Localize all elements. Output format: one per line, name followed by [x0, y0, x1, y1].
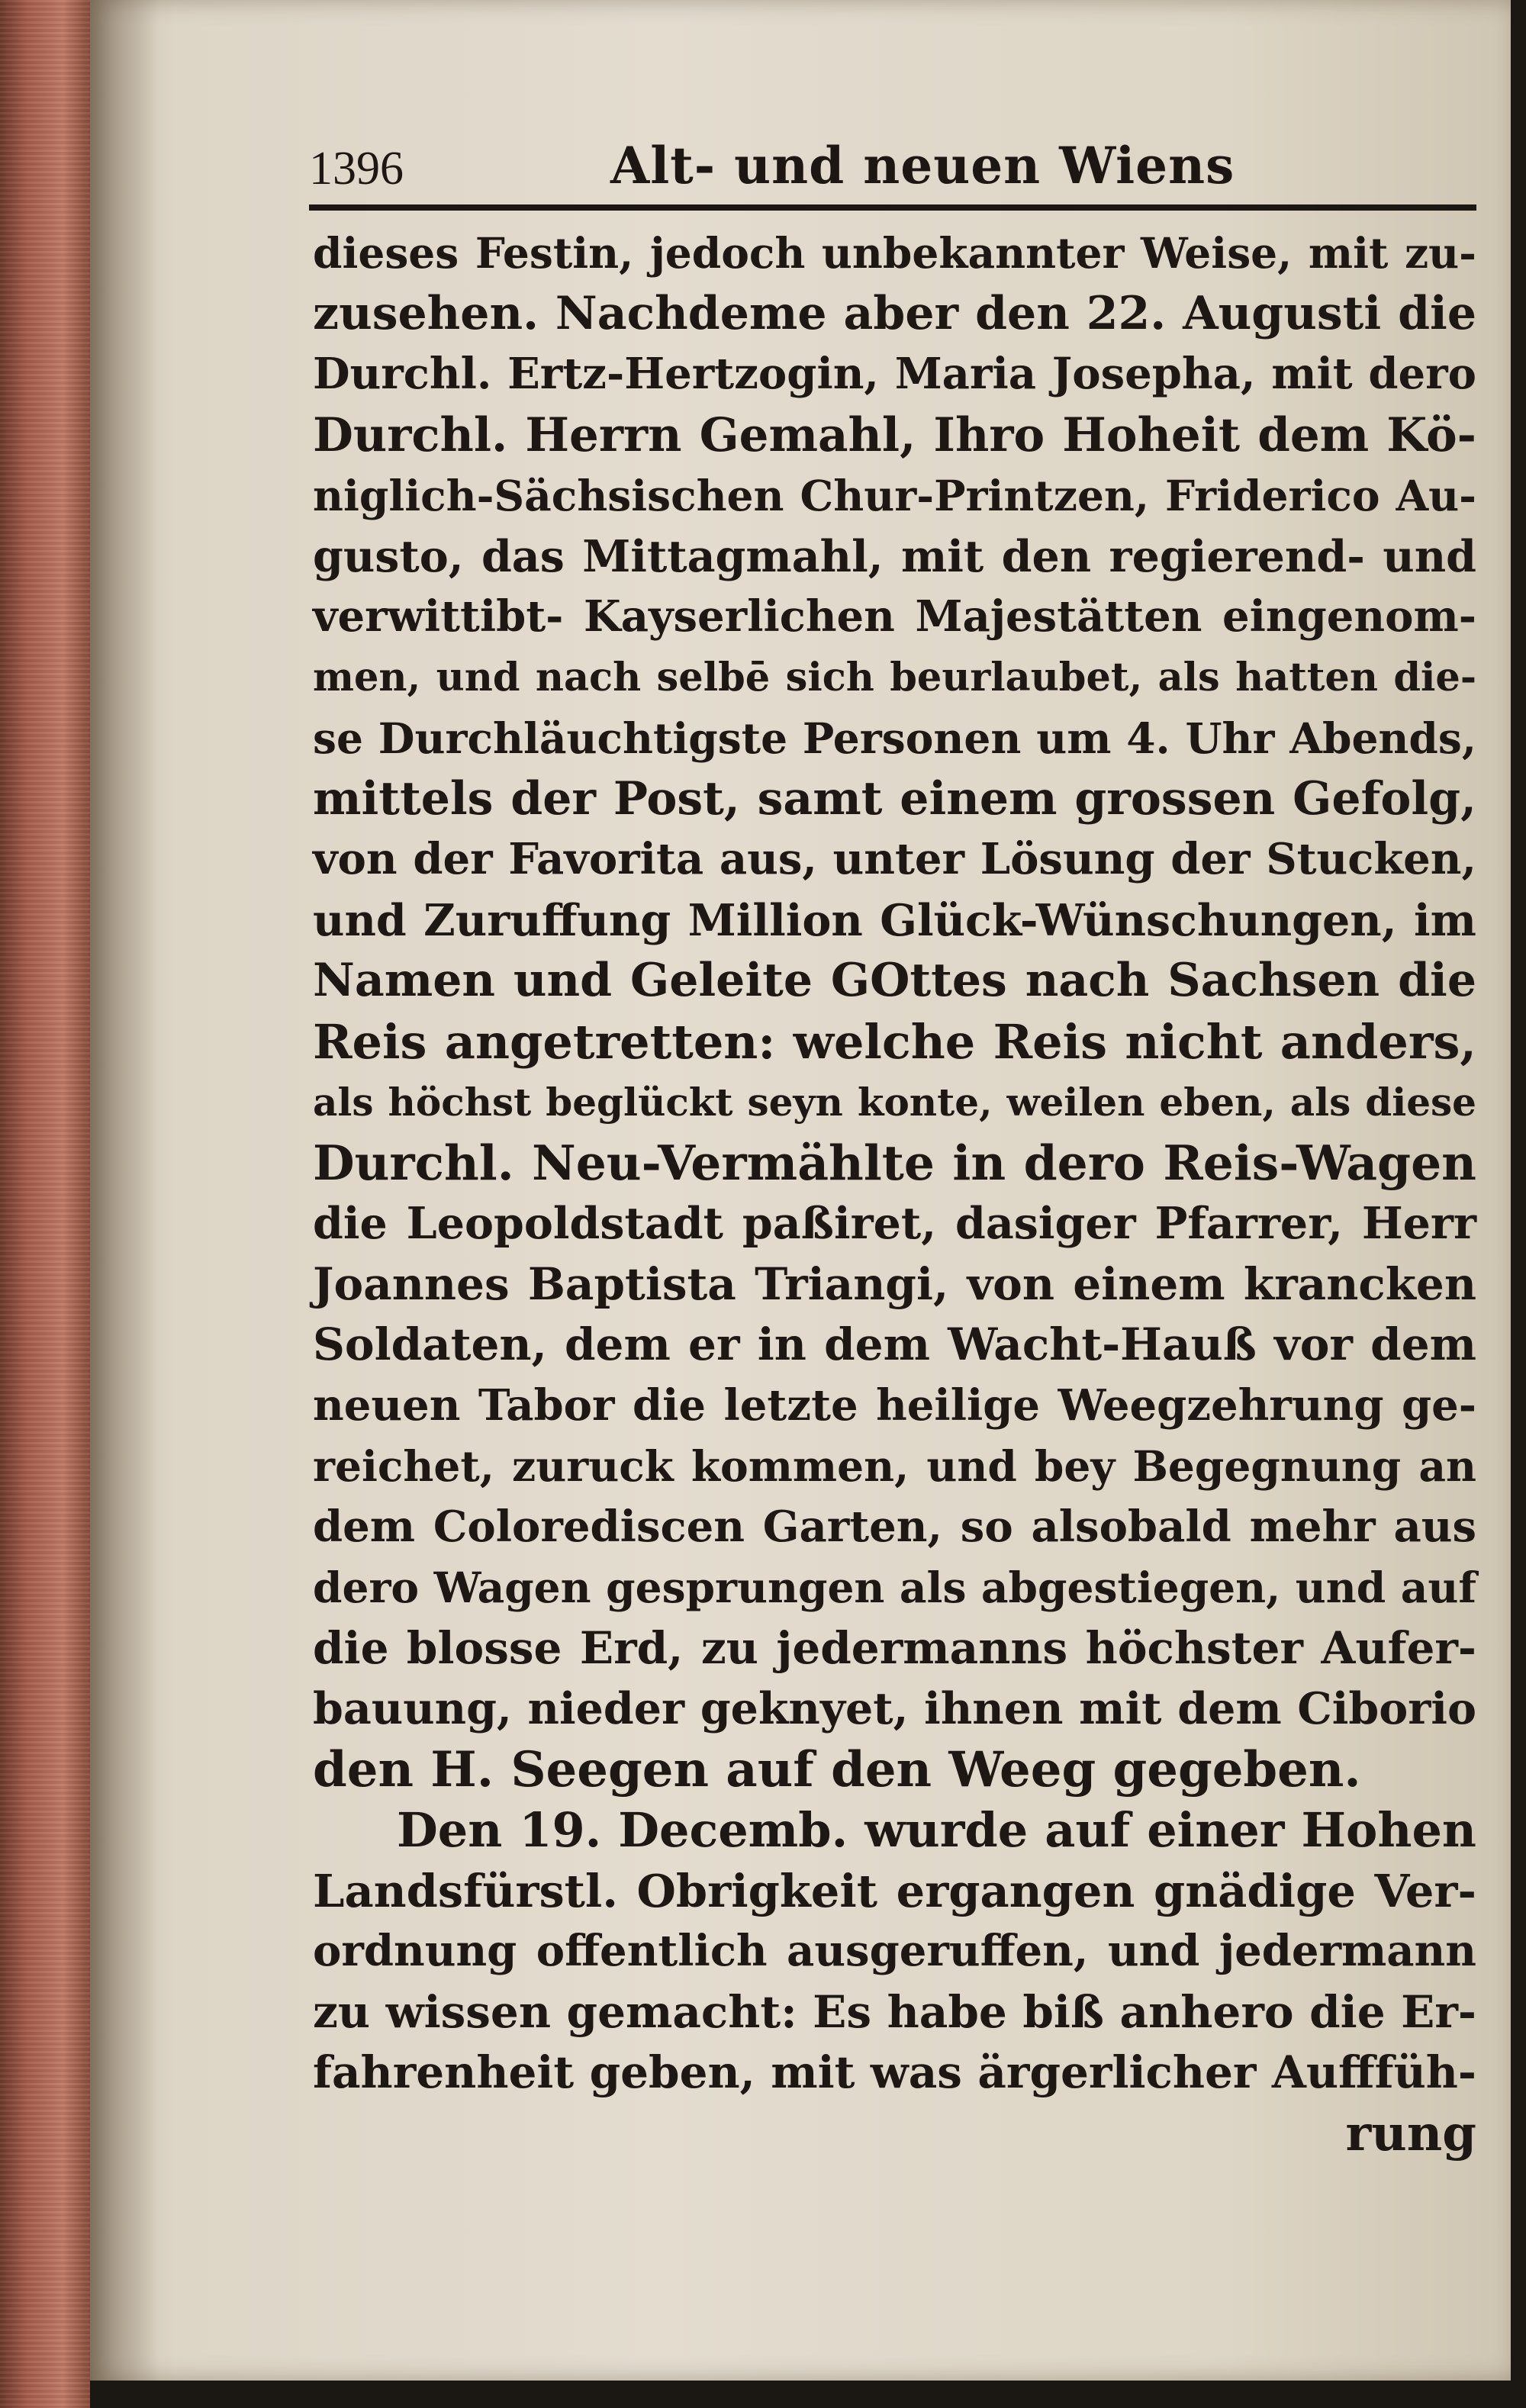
running-title: Alt- und neuen Wiens	[610, 136, 1235, 195]
text-line: dem Colorediscen Garten, so alsobald mehr aus	[313, 1501, 1476, 1552]
header-rule	[309, 204, 1476, 211]
text-line: gusto, das Mittagmahl, mit den regierend- und	[313, 530, 1476, 582]
text-line: die Leopoldstadt paßiret, dasiger Pfarrer, Herr	[313, 1198, 1476, 1249]
text-line: Durchl. Neu-Vermählte in dero Reis-Wagen	[313, 1134, 1476, 1191]
text-line: neuen Tabor die letzte heilige Weegzehrung ge-	[313, 1379, 1476, 1431]
text-line: men, und nach selbē sich beurlaubet, als hatten die-	[313, 654, 1476, 700]
text-line: von der Favorita aus, unter Lösung der Stucken,	[313, 834, 1476, 884]
text-line: Durchl. Herrn Gemahl, Ihro Hoheit dem Kö-	[313, 407, 1476, 462]
text-line: mittels der Post, samt einem grossen Gefolg,	[313, 771, 1476, 826]
text-line: Namen und Geleite GOttes nach Sachsen die	[313, 954, 1476, 1007]
page-number: 1396	[309, 143, 404, 195]
text-line: dieses Festin, jedoch unbekannter Weise, mit zu-	[313, 228, 1476, 278]
text-line: fahrenheit geben, mit was ärgerlicher Aufffüh-	[313, 2046, 1476, 2098]
text-line: Reis angetretten: welche Reis nicht anders,	[313, 1013, 1476, 1070]
gutter-shadow	[90, 0, 159, 2381]
running-head	[309, 136, 1476, 204]
text-line: bauung, nieder geknyet, ihnen mit dem Ciborio	[313, 1683, 1476, 1734]
text-line: die blosse Erd, zu jedermanns höchster Aufer-	[313, 1621, 1476, 1674]
text-line: als höchst beglückt seyn konte, weilen eben, als diese	[313, 1080, 1476, 1125]
text-line: niglich-Sächsischen Chur-Printzen, Friderico Au-	[313, 471, 1476, 520]
paragraph-start-line: Den 19. Decemb. wurde auf einer Hohen	[397, 1802, 1476, 1858]
book-edge	[0, 0, 90, 2408]
text-line: dero Wagen gesprungen als abgestiegen, und auf	[313, 1563, 1476, 1612]
text-line: Durchl. Ertz-Hertzogin, Maria Josepha, mit dero	[313, 349, 1476, 399]
text-line: Soldaten, dem er in dem Wacht-Hauß vor dem	[313, 1318, 1476, 1370]
text-line: reichet, zuruck kommen, und bey Begegnung an	[313, 1441, 1476, 1491]
text-line: verwittibt- Kayserlichen Majestätten eingenom-	[313, 591, 1476, 642]
text-line: Landsfürstl. Obrigkeit ergangen gnädige Ver-	[313, 1864, 1476, 1917]
body-text	[313, 223, 1476, 2164]
text-line: zu wissen gemacht: Es habe biß anhero die Er-	[313, 1985, 1476, 2038]
text-line: ordnung offentlich ausgeruffen, und jedermann	[313, 1926, 1476, 1976]
text-line: zusehen. Nachdeme aber den 22. Augusti die	[313, 286, 1476, 340]
text-line: Joannes Baptista Triangi, von einem krancken	[313, 1257, 1476, 1310]
text-line: und Zuruffung Million Glück-Wünschungen, im	[313, 894, 1476, 946]
text-line: se Durchläuchtigste Personen um 4. Uhr Abends,	[313, 713, 1476, 763]
paragraph-end-line: den H. Seegen auf den Weeg gegeben.	[313, 1740, 1361, 1798]
catchword: rung	[1345, 2104, 1476, 2162]
